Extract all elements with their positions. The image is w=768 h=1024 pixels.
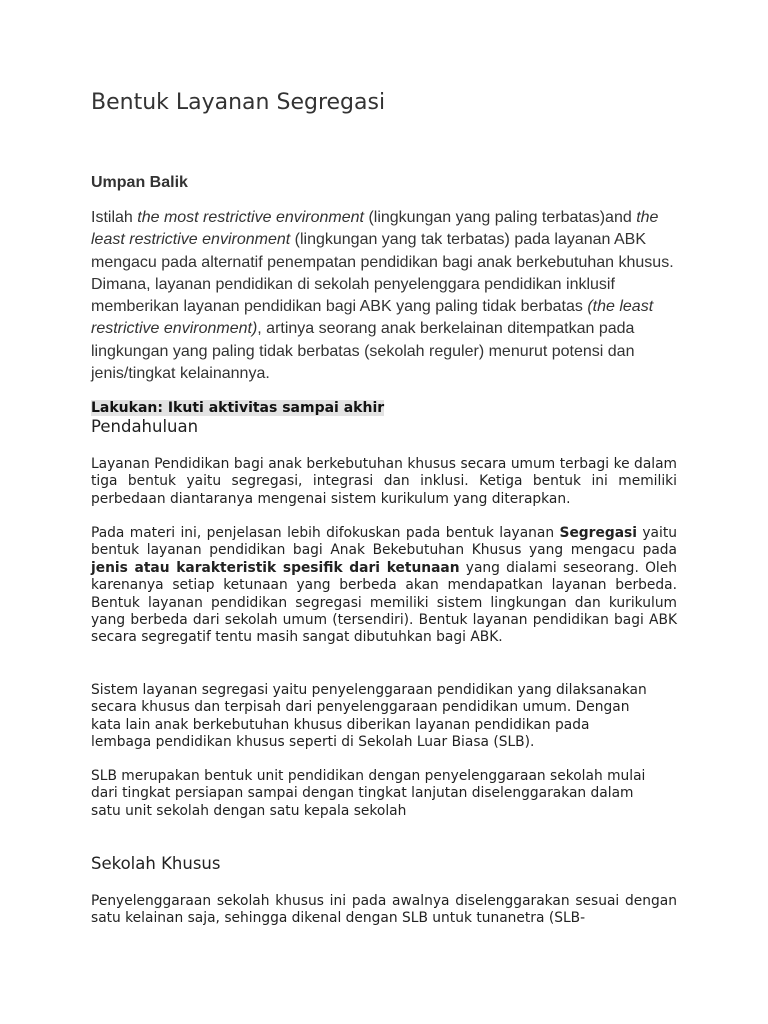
feedback-term-least-restrictive: the least restrictive environment bbox=[91, 209, 659, 249]
feedback-text-segment: (lingkungan yang tak terbatas) pada layanan ABK mengacu pada alternatif penempatan pendidikan bagi anak berkebutuhan khusus. Dimana, layanan pendidikan di sekolah penyelenggara pendidikan inklusif memberikan layanan pendidikan bagi ABK yang paling tidak berbatas bbox=[91, 231, 674, 316]
intro-paragraph-4 bbox=[91, 768, 677, 820]
text-line: Sistem layanan segregasi yaitu penyelenggaraan pendidikan yang dilaksanakan bbox=[91, 682, 647, 698]
feedback-text-segment: Istilah bbox=[91, 209, 138, 226]
intro-text-segment: yaitu bentuk layanan pendidikan bagi Anak Bekebutuhan Khusus yang mengacu pada bbox=[91, 525, 677, 559]
instruction-text: Lakukan: Ikuti aktivitas sampai akhir bbox=[91, 400, 385, 416]
text-line: satu unit sekolah dengan satu kepala sekolah bbox=[91, 802, 407, 819]
feedback-heading: Umpan Balik bbox=[91, 174, 188, 191]
segregasi-term: Segregasi bbox=[559, 525, 637, 541]
intro-paragraph-3 bbox=[91, 682, 677, 752]
text-line: dari tingkat persiapan sampai dengan tingkat lanjutan diselenggarakan dalam bbox=[91, 785, 634, 802]
text-line: lembaga pendidikan khusus seperti di Sekolah Luar Biasa (SLB). bbox=[91, 734, 535, 751]
feedback-text-segment: (lingkungan yang paling terbatas)and bbox=[364, 209, 637, 226]
intro-paragraph-1: Layanan Pendidikan bagi anak berkebutuhan khusus secara umum terbagi ke dalam tiga bentuk yaitu segregasi, integrasi dan inklusi. Ketiga bentuk ini memiliki perbedaan diantaranya mengenai sistem kurikulum yang diterapkan. bbox=[91, 456, 677, 507]
special-school-paragraph-1: Penyelenggaraan sekolah khusus ini pada awalnya diselenggarakan sesuai dengan satu kelainan saja, sehingga dikenal dengan SLB untuk tunanetra (SLB- bbox=[91, 893, 677, 927]
feedback-term-least-restrictive-paren: (the least restrictive environment) bbox=[91, 298, 654, 338]
text-line: SLB merupakan bentuk unit pendidikan dengan penyelenggaraan sekolah mulai bbox=[91, 768, 646, 784]
intro-text-segment: yang dialami seseorang. Oleh karenanya setiap ketunaan yang berbeda akan mendapatkan layanan berbeda. Bentuk layanan pendidikan segregasi memiliki sistem lingkungan dan kurikulum yang berbeda dari sekolah umum (tersendiri). Bentuk layanan pendidikan bagi ABK secara segregatif tentu masih sangat dibutuhkan bagi ABK. bbox=[91, 559, 677, 646]
feedback-text-segment: , artinya seorang anak berkelainan ditempatkan pada lingkungan yang paling tidak berbatas (sekolah reguler) menurut potensi dan jenis/tingkat kelainannya. bbox=[91, 320, 635, 383]
ketunaan-term: jenis atau karakteristik spesifik dari ketunaan bbox=[91, 559, 460, 576]
instruction-highlight bbox=[91, 399, 384, 417]
text-line: kata lain anak berkebutuhan khusus diberikan layanan pendidikan pada bbox=[91, 716, 590, 733]
text-line: secara khusus dan terpisah dari penyelenggaraan pendidikan umum. Dengan bbox=[91, 699, 630, 716]
document-title: Bentuk Layanan Segregasi bbox=[91, 90, 386, 115]
feedback-paragraph bbox=[91, 207, 677, 385]
special-school-heading: Sekolah Khusus bbox=[91, 854, 221, 873]
intro-paragraph-2 bbox=[91, 525, 677, 647]
intro-heading: Pendahuluan bbox=[91, 417, 199, 436]
feedback-term-most-restrictive: the most restrictive environment bbox=[137, 209, 364, 226]
intro-text-segment: Pada materi ini, penjelasan lebih difokuskan pada bentuk layanan bbox=[91, 525, 560, 541]
